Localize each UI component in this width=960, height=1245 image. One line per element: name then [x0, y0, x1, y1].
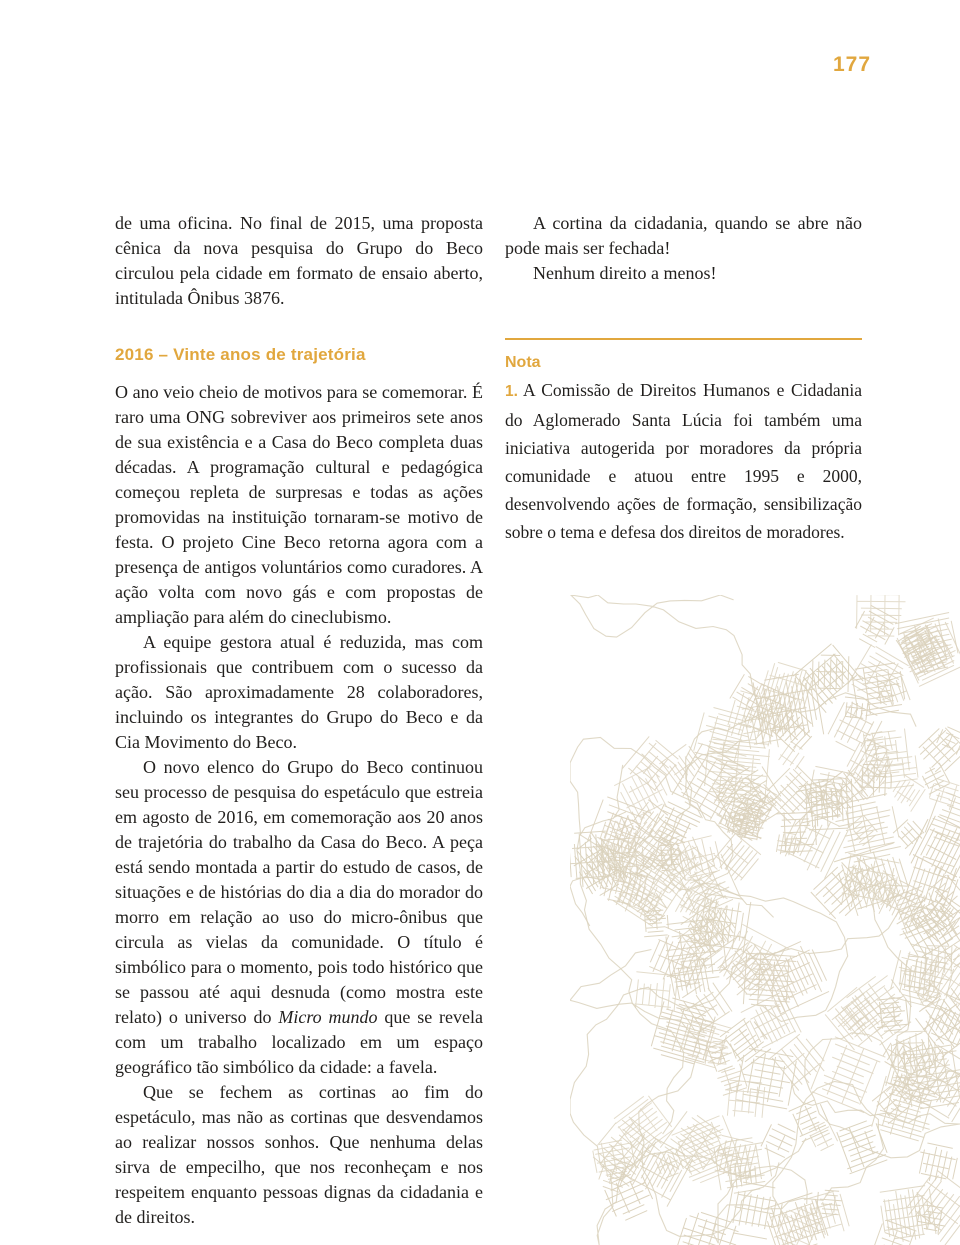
paragraph-segment: O novo elenco do Grupo do Beco continuou seu processo de pesquisa do espetáculo que estreia em agosto de 2016, em comemoração aos 20 anos de trajetória do trabalho da Casa do Beco. A peça está sendo montada a partir do estudo de casos, de situações e de histórias do dia a dia do morador do morro em relação ao uso do micro-ônibus que circula as vielas da comunidade. O título é simbólico para o momento, pois todo histórico que se passou até aqui desnuda (como mostra este relato) o universo do: [115, 757, 483, 1027]
work-title-italic: Micro mundo: [278, 1007, 378, 1027]
street-map-illustration: [570, 595, 960, 1245]
note-number: 1.: [505, 383, 518, 400]
street-map-figure: [570, 595, 960, 1245]
paragraph: Que se fechem as cortinas ao fim do espetáculo, mas não as cortinas que desvendamos ao realizar nossos sonhos. Que nenhuma delas sirva de empecilho, que nos reconheçam e nos respeitem enquanto pessoas dignas da cidadania e de direitos.: [115, 1082, 483, 1227]
intro-paragraph: de uma oficina. No final de 2015, uma proposta cênica da nova pesquisa do Grupo do Beco circulou pela cidade em formato de ensaio aberto, intitulada Ônibus 3876.: [115, 213, 483, 308]
note-item: [505, 376, 862, 546]
quote-paragraph: A cortina da cidadania, quando se abre não pode mais ser fechada!: [505, 213, 862, 258]
note-heading: Nota: [505, 354, 541, 371]
paragraph: O ano veio cheio de motivos para se comemorar. É raro uma ONG sobreviver aos primeiros sete anos de sua existência e a Casa do Beco completa duas décadas. A programação cultural e pedagógica começou repleta de surpresas e todas as ações promovidas na instituição tornaram-se motivo de festa. O projeto Cine Beco retorna agora com a presença de antigos voluntários como curadores. A ação volta com novo gás e com propostas de ampliação para além do cineclubismo.: [115, 382, 483, 627]
paragraph: A equipe gestora atual é reduzida, mas com profissionais que contribuem com o sucesso da ação. São aproximadamente 28 colaboradores, incluindo os integrantes do Grupo do Beco e da Cia Movimento do Beco.: [115, 632, 483, 752]
quote-paragraph: Nenhum direito a menos!: [533, 263, 717, 283]
page-number: 177: [833, 53, 872, 76]
paragraph: [115, 755, 483, 1080]
left-column: [115, 211, 483, 1230]
right-column: [505, 211, 862, 546]
note-text: A Comissão de Direitos Humanos e Cidadania do Aglomerado Santa Lúcia foi também uma iniciativa autogerida por moradores da própria comunidade e atuou entre 1995 e 2000, desenvolvendo ações de formação, sensibilização sobre o tema e defesa dos direitos de moradores.: [505, 380, 862, 542]
section-heading: 2016 – Vinte anos de trajetória: [115, 345, 366, 364]
note-divider: [505, 338, 862, 340]
paragraph-segment: que se revela com um trabalho localizado em um espaço geográfico tão simbólico da cidade: a favela.: [115, 1007, 483, 1077]
